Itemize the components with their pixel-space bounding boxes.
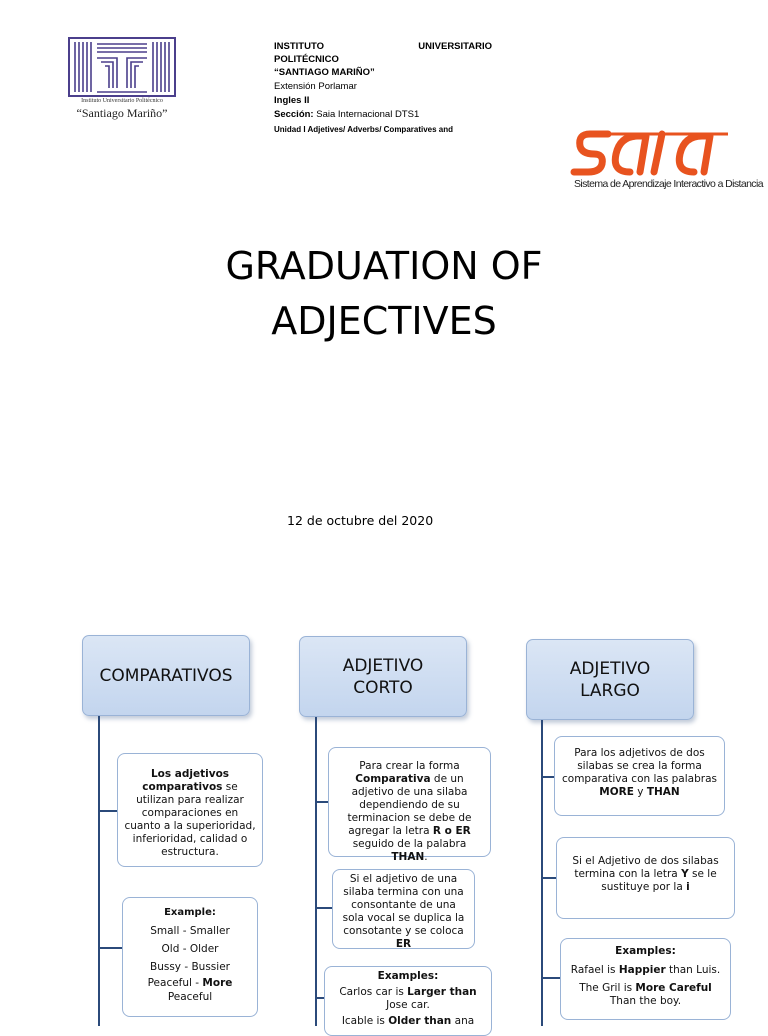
largo-header-line1: ADJETIVO — [569, 658, 651, 679]
col3-branch1 — [541, 776, 555, 778]
adjetivo-largo-header — [526, 639, 694, 720]
example-line: Old - Older — [161, 943, 219, 955]
iupsm-emblem-icon — [67, 36, 177, 98]
document-title-line1: GRADUATION OF — [225, 244, 543, 288]
section-value: Saia Internacional DTS1 — [316, 109, 420, 120]
document-title-line2: ADJECTIVES — [271, 299, 497, 343]
example-line — [331, 1015, 485, 1028]
corto-header-line1: ADJETIVO — [342, 655, 424, 676]
iupsm-caption-small: Instituto Universitario Politécnico — [81, 98, 163, 104]
rule-text: . — [424, 851, 428, 863]
saia-logo — [568, 124, 763, 196]
col2-branch1 — [315, 801, 329, 803]
example-text: Peaceful - — [147, 977, 203, 989]
rule-bold: i — [686, 881, 690, 893]
institute-line3: “SANTIAGO MARIÑO” — [274, 67, 375, 78]
corto-rule-box — [328, 747, 491, 863]
iupsm-logo — [67, 36, 177, 124]
extension-text: Extensión Porlamar — [274, 81, 357, 92]
col2-connector — [315, 717, 317, 1026]
rule-text: se le sustituye por la — [601, 868, 717, 893]
examples-title: Examples: — [377, 970, 439, 982]
example-text: than Luis. — [665, 964, 721, 976]
corto-examples-box — [324, 966, 492, 1036]
example-text: Carlos car is — [339, 986, 408, 998]
unit-line: Unidad I Adjetives/ Adverbs/ Comparatives and — [274, 125, 454, 134]
rule-bold: Y — [681, 868, 689, 880]
example-text: ana — [451, 1015, 475, 1027]
col1-branch2 — [98, 947, 122, 949]
definition-text: se utilizan para realizar comparaciones en cuanto a la superioridad, inferioridad, calidad o estructura. — [124, 781, 256, 858]
rule-bold: Comparativa — [355, 773, 431, 785]
rule-text: Si el adjetivo de una silaba termina con una consontante de una sola vocal se duplica la consotante y se coloca — [342, 873, 465, 937]
iupsm-caption: “Santiago Mariño” — [76, 106, 168, 120]
comparativos-example-box — [122, 897, 258, 1017]
example-bold: More — [202, 977, 233, 989]
course-text: Ingles II — [274, 95, 310, 106]
example-line: Small - Smaller — [150, 925, 230, 937]
saia-logo-icon — [568, 124, 734, 178]
rule-bold: ER — [395, 938, 412, 950]
section-label: Sección: — [274, 109, 314, 120]
example-text: The Gril is — [579, 982, 636, 994]
example-line: Peaceful — [167, 991, 213, 1003]
universitario-word: UNIVERSITARIO — [418, 41, 492, 52]
examples-title: Examples: — [615, 945, 676, 957]
adjetivo-corto-header — [299, 636, 467, 717]
saia-tagline: Sistema de Aprendizaje Interactivo a Distancia — [574, 178, 763, 190]
corto-double-consonant-box — [332, 869, 475, 949]
comparativos-definition-box — [117, 753, 263, 867]
example-text: Than the boy. — [609, 995, 682, 1007]
example-text: Jose car. — [386, 999, 430, 1011]
example-bold: Happier — [618, 964, 666, 976]
example-line — [567, 964, 724, 977]
example-line — [331, 986, 485, 1012]
rule-text: de un adjetivo de una silaba dependiendo de su terminacion se debe de agregar la letra — [347, 773, 472, 837]
col3-branch2 — [541, 877, 557, 879]
rule-text: y — [633, 786, 647, 798]
rule-bold: MORE — [599, 786, 634, 798]
largo-rule-box — [554, 736, 725, 816]
rule-text: Si el Adjetivo de dos silabas termina con la letra — [572, 855, 719, 880]
comparativos-header-label: COMPARATIVOS — [99, 665, 233, 686]
section-line — [274, 109, 419, 121]
example-line — [567, 982, 724, 1008]
largo-header-line2: LARGO — [580, 680, 640, 701]
rule-bold: THAN — [646, 786, 680, 798]
rule-text: Para crear la forma — [359, 760, 460, 772]
example-line — [129, 976, 251, 990]
example-line: Bussy - Bussier — [150, 961, 230, 973]
largo-y-rule-box — [556, 837, 735, 919]
example-bold: More Careful — [635, 982, 712, 994]
col1-connector — [98, 716, 100, 1026]
example-title: Example: — [164, 907, 216, 918]
col3-branch3 — [541, 977, 561, 979]
col3-connector — [541, 720, 543, 1026]
institute-line1 — [274, 41, 492, 53]
rule-text: seguido de la palabra — [352, 838, 467, 850]
example-bold: Older than — [388, 1015, 452, 1027]
col2-branch2 — [315, 907, 333, 909]
rule-bold: THAN — [391, 851, 425, 863]
example-bold: Larger than — [407, 986, 477, 998]
largo-examples-box — [560, 938, 731, 1020]
institute-word: INSTITUTO — [274, 41, 324, 52]
corto-header-line2: CORTO — [353, 677, 413, 698]
example-text: Rafael is — [570, 964, 619, 976]
col1-branch1 — [98, 810, 118, 812]
rule-text: Para los adjetivos de dos silabas se crea la forma comparativa con las palabras — [562, 747, 717, 785]
comparativos-header — [82, 635, 250, 716]
document-date: 12 de octubre del 2020 — [287, 513, 434, 528]
institute-line2: POLITÉCNICO — [274, 54, 339, 65]
rule-bold: R o ER — [432, 825, 471, 837]
example-text: Icable is — [341, 1015, 389, 1027]
definition-bold: Los adjetivos comparativos — [142, 768, 230, 793]
